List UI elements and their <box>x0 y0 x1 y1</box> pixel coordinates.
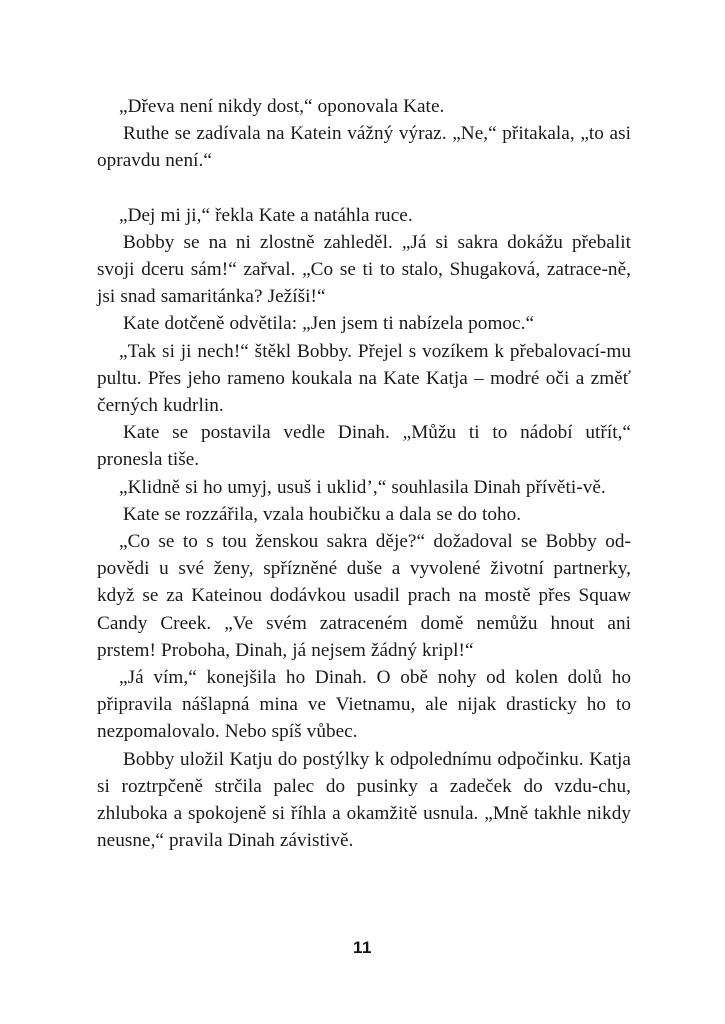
paragraph: „Co se to s tou ženskou sakra děje?“ dožadoval se Bobby od-povědi u své ženy, spřízněné duše a vyvolené životní partnerky, když se za Kateinou dodávkou usadil prach na mostě přes Squaw Candy Creek. „Ve svém zatraceném domě nemůžu hnout ani prstem! Proboha, Dinah, já nejsem žádný kripl!“ <box>97 531 631 661</box>
paragraph: Ruthe se zadívala na Katein vážný výraz. „Ne,“ přitakala, „to asi opravdu není.“ <box>97 123 631 172</box>
paragraph: Kate dotčeně odvětila: „Jen jsem ti nabízela pomoc.“ <box>123 313 535 335</box>
paragraph: „Já vím,“ konejšila ho Dinah. O obě nohy od kolen dolů ho připravila nášlapná mina ve Vietnamu, ale nijak drasticky ho to nezpomalovalo. Nebo spíš vůbec. <box>97 667 631 743</box>
paragraph: „Klidně si ho umyj, usuš i uklid’,“ souhlasila Dinah přívěti-vě. <box>119 476 606 498</box>
paragraph-group-separator <box>97 175 631 202</box>
page-text-block <box>97 93 631 854</box>
paragraph: „Tak si ji nech!“ štěkl Bobby. Přejel s vozíkem k přebalovací-mu pultu. Přes jeho rameno koukala na Kate Katja – modré oči a změť černých kudrlin. <box>97 340 631 417</box>
paragraph: „Dřeva není nikdy dost,“ oponovala Kate. <box>119 96 445 117</box>
paragraph: „Dej mi ji,“ řekla Kate a natáhla ruce. <box>119 204 413 226</box>
paragraph: Bobby se na ni zlostně zahleděl. „Já si sakra dokážu přebalit svoji dceru sám!“ zařval. „Co se ti to stalo, Shugaková, zatrace-ně, jsi snad samaritánka? Ježíši!“ <box>97 231 631 308</box>
page-number: 11 <box>353 938 372 957</box>
paragraph: Kate se rozzářila, vzala houbičku a dala se do toho. <box>123 503 522 525</box>
paragraph: Kate se postavila vedle Dinah. „Můžu ti to nádobí utřít,“ pronesla tiše. <box>97 422 631 471</box>
paragraph: Bobby uložil Katju do postýlky k odpolednímu odpočinku. Katja si roztrpčeně strčila palec do pusinky a zadeček do vzdu-chu, zhluboka a spokojeně si říhla a okamžitě usnula. „Mně takhle nikdy neusne,“ pravila Dinah závistivě. <box>97 748 631 852</box>
